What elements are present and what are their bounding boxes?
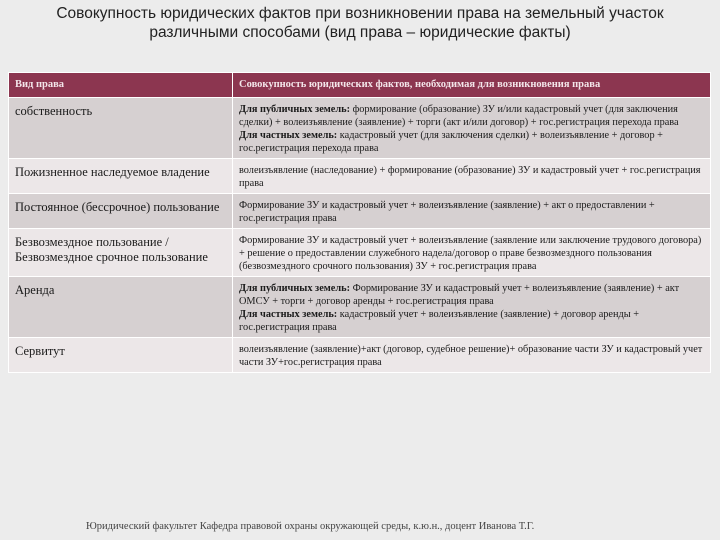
fact-text: формирование (образование) ЗУ и/или кадастровый учет (для заключения сделки) + волеизъявление (заявление) + торги (акт и/или договор) + гос.регистрация перехода права <box>239 104 679 128</box>
legal-facts-cell <box>233 159 711 194</box>
table-header-row <box>9 73 711 98</box>
table-row <box>9 159 711 194</box>
right-type-cell: Сервитут <box>9 338 233 373</box>
table-row <box>9 277 711 338</box>
table-row <box>9 98 711 159</box>
table-row <box>9 194 711 229</box>
fact-text: кадастровый учет (для заключения сделки) + волеизъявление + договор + гос.регистрация перехода права <box>239 130 663 154</box>
fact-text: волеизъявление (наследование) + формирование (образование) ЗУ и кадастровый учет + гос.регистрация права <box>239 165 701 189</box>
rights-table-container <box>8 72 710 373</box>
fact-text: Формирование ЗУ и кадастровый учет + волеизъявление (заявление) + акт о предоставлении + гос.регистрация права <box>239 200 655 224</box>
right-type-cell: Постоянное (бессрочное) пользование <box>9 194 233 229</box>
right-type-cell: Пожизненное наследуемое владение <box>9 159 233 194</box>
page-title: Совокупность юридических фактов при возникновении права на земельный участок различными способами (вид права – юридические факты) <box>56 5 664 41</box>
legal-facts-cell <box>233 194 711 229</box>
fact-label: Для частных земель: <box>239 309 338 320</box>
legal-facts-cell <box>233 277 711 338</box>
right-type-cell: собственность <box>9 98 233 159</box>
fact-text: волеизъявление (заявление)+акт (договор, судебное решение)+ образование части ЗУ и кадастровый учет части ЗУ+гос.регистрация права <box>239 344 703 368</box>
fact-text: кадастровый учет + волеизъявление (заявление) + договор аренды + гос.регистрация права <box>239 309 640 333</box>
table-row <box>9 229 711 277</box>
fact-text: Формирование ЗУ и кадастровый учет + волеизъявление (заявление или заключение трудового договора) + решение о предоставлении служебного надела/договор о праве безвозмездного пользования (безвозмездного срочного пользования) ЗУ + гос.регистрация права <box>239 235 702 272</box>
fact-label: Для публичных земель: <box>239 283 350 294</box>
footer-credit: Юридический факультет Кафедра правовой охраны окружающей среды, к.ю.н., доцент Иванова Т.Г. <box>86 521 535 532</box>
right-type-cell: Безвозмездное пользование / Безвозмездное срочное пользование <box>9 229 233 277</box>
legal-facts-cell <box>233 229 711 277</box>
right-type-cell: Аренда <box>9 277 233 338</box>
legal-facts-cell <box>233 338 711 373</box>
table-row <box>9 338 711 373</box>
header-right-type: Вид права <box>9 73 233 98</box>
fact-label: Для публичных земель: <box>239 104 350 115</box>
legal-facts-cell <box>233 98 711 159</box>
fact-text: Формирование ЗУ и кадастровый учет + волеизъявление (заявление) + акт ОМСУ + торги + договор аренды + гос.регистрация права <box>239 283 680 307</box>
rights-table <box>8 72 711 373</box>
fact-label: Для частных земель: <box>239 130 338 141</box>
header-legal-facts: Совокупность юридических фактов, необходимая для возникновения права <box>233 73 711 98</box>
